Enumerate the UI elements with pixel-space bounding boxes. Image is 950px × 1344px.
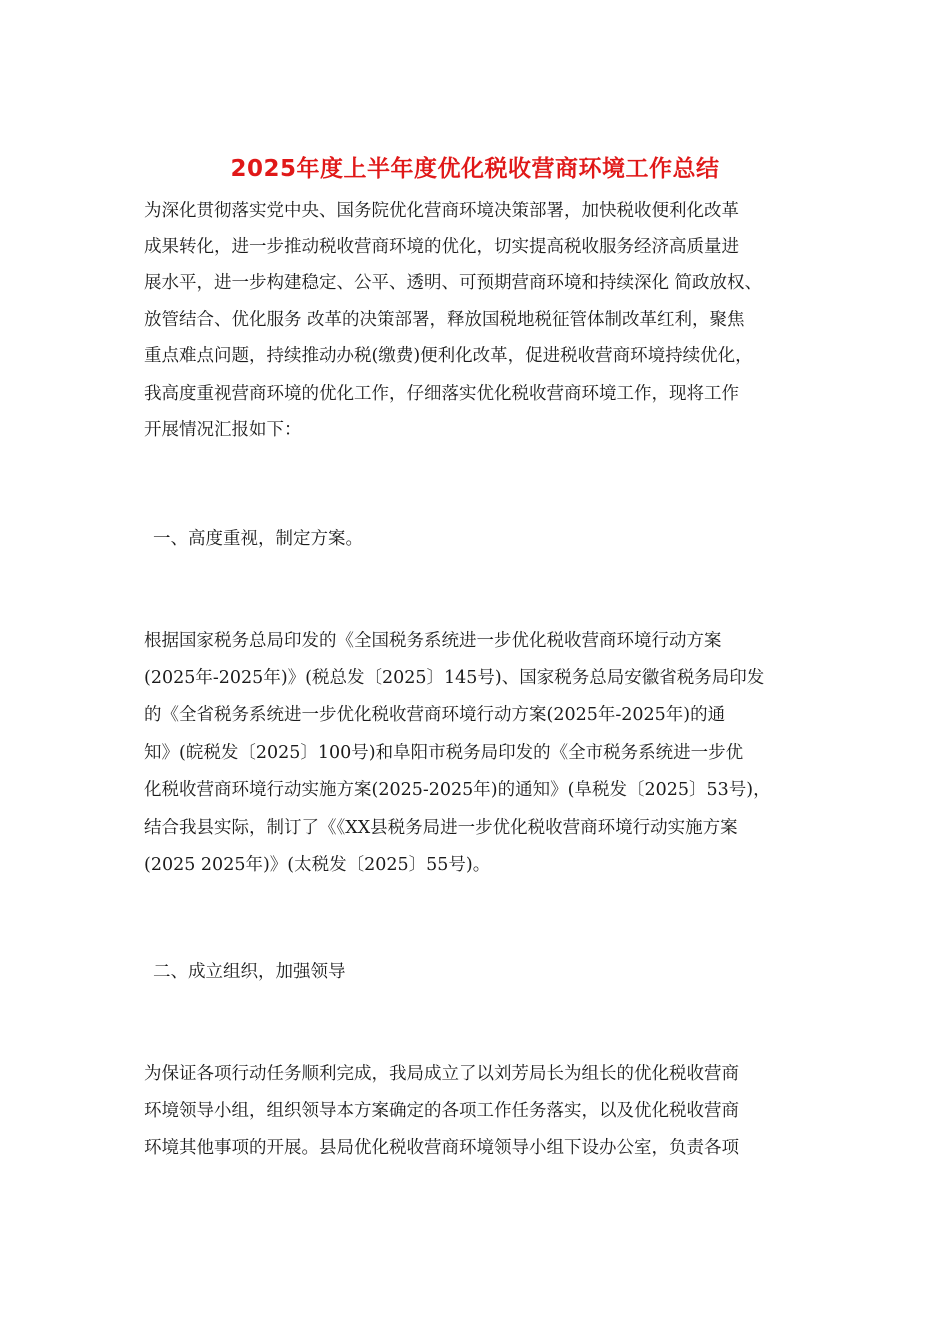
body-line: 结合我县实际，制订了《《XX县税务局进一步优化税收营商环境行动实施方案 (144, 818, 738, 838)
body-line: 环境领导小组，组织领导本方案确定的各项工作任务落实，以及优化税收营商 (144, 1101, 739, 1121)
intro-line: 重点难点问题，持续推动办税(缴费)便利化改革，促进税收营商环境持续优化， (144, 346, 753, 366)
body-line: 根据国家税务总局印发的《全国税务系统进一步优化税收营商环境行动方案 (144, 631, 722, 651)
section-heading: 一、高度重视，制定方案。 (153, 529, 363, 549)
intro-line: 放管结合、优化服务 改革的决策部署，释放国税地税征管体制改革红利，聚焦 (144, 310, 745, 330)
body-line: 化税收营商环境行动实施方案(2025-2025年)的通知》(阜税发〔2025〕53号)， (144, 780, 771, 800)
intro-line: 为深化贯彻落实党中央、国务院优化营商环境决策部署，加快税收便利化改革 (144, 201, 739, 221)
body-line: 环境其他事项的开展。县局优化税收营商环境领导小组下设办公室，负责各项 (144, 1138, 739, 1158)
intro-line: 我高度重视营商环境的优化工作，仔细落实优化税收营商环境工作，现将工作 (144, 384, 739, 404)
intro-line: 成果转化，进一步推动税收营商环境的优化，切实提高税收服务经济高质量进 (144, 237, 739, 257)
body-line: (2025年-2025年)》(税总发〔2025〕145号)、国家税务总局安徽省税务局印发 (144, 668, 765, 688)
body-line: 知》(皖税发〔2025〕100号)和阜阳市税务局印发的《全市税务系统进一步优 (144, 743, 744, 763)
intro-line: 开展情况汇报如下： (144, 420, 302, 440)
body-line: 为保证各项行动任务顺利完成，我局成立了以刘芳局长为组长的优化税收营商 (144, 1064, 739, 1084)
intro-line: 展水平，进一步构建稳定、公平、透明、可预期营商环境和持续深化 简政放权、 (144, 273, 763, 293)
body-line: (2025 2025年)》(太税发〔2025〕55号)。 (144, 855, 491, 875)
document-title: 2025年度上半年度优化税收营商环境工作总结 (230, 156, 720, 182)
body-line: 的《全省税务系统进一步优化税收营商环境行动方案(2025年-2025年)的通 (144, 705, 726, 725)
section-heading: 二、成立组织，加强领导 (153, 962, 346, 982)
